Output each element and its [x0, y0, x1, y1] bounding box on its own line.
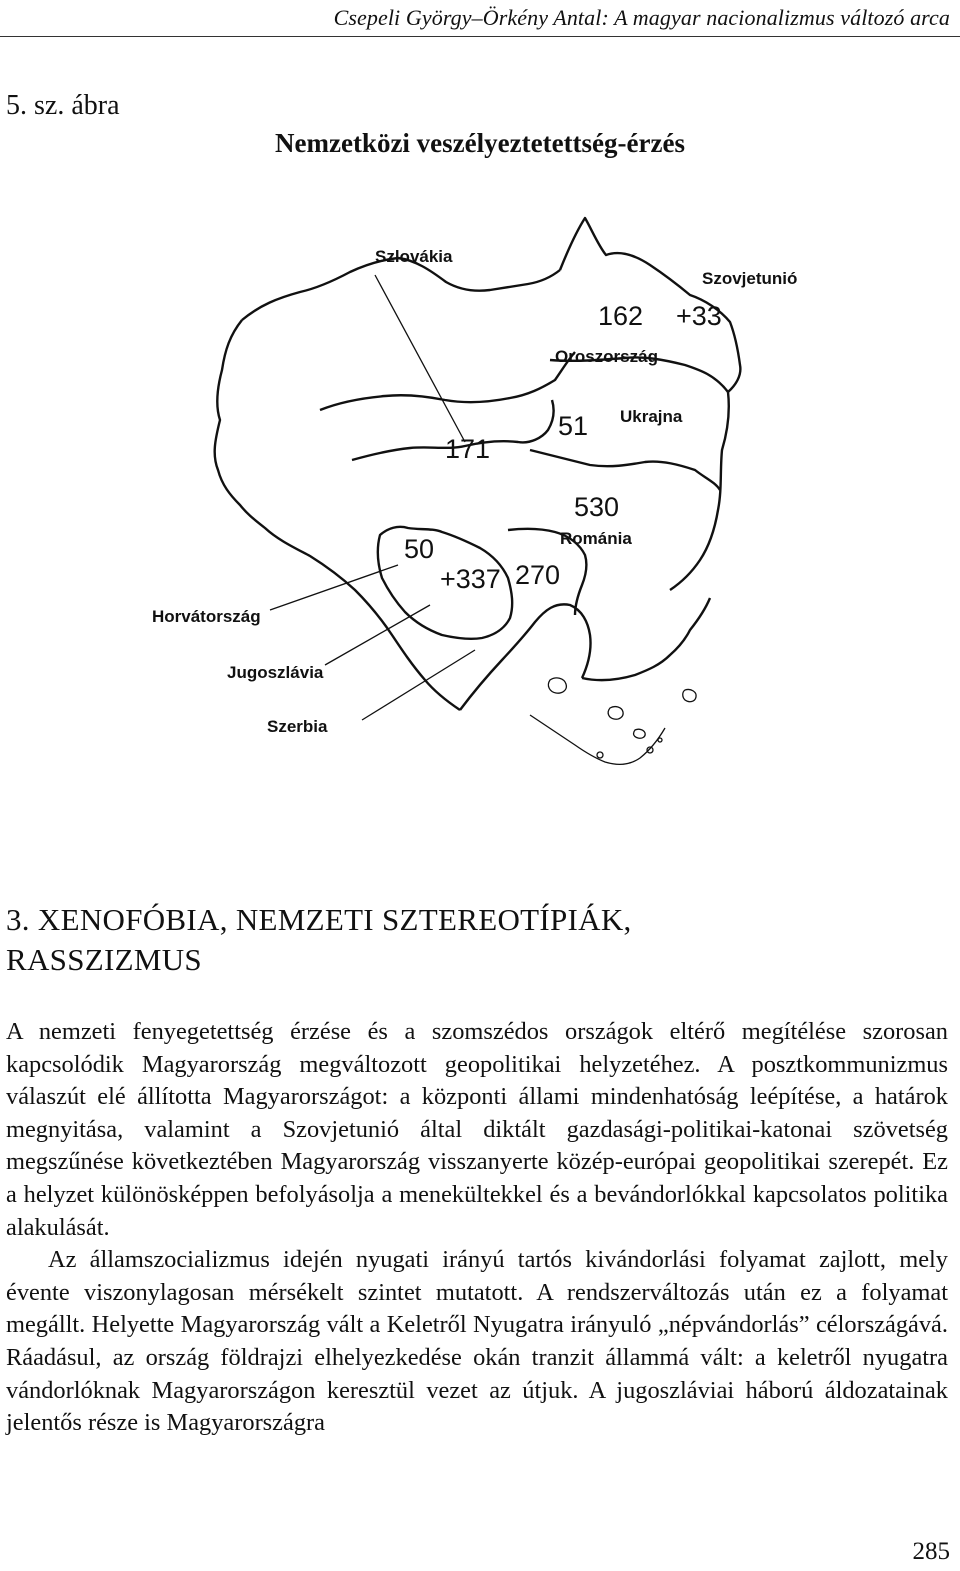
map-island-5	[658, 738, 662, 742]
map-label-romania: Románia	[560, 529, 632, 548]
map-value-soviet-union-change: +33	[676, 301, 722, 331]
map-value-romania: 530	[574, 492, 620, 522]
map-slovakia-north	[320, 352, 575, 410]
map-island-3	[634, 729, 646, 738]
map-ukraine-romania-border	[530, 450, 720, 490]
map-leader-slovakia	[375, 275, 465, 442]
map-label-ukraine: Ukrajna	[620, 407, 683, 426]
section-heading-line2: RASSZIZMUS	[6, 942, 202, 977]
map-value-soviet-union: 162	[598, 301, 644, 331]
map-yugoslavia-south	[460, 604, 591, 710]
map-label-yugoslavia: Jugoszlávia	[227, 663, 324, 682]
map-island-6	[597, 752, 603, 758]
paragraph-1: A nemzeti fenyegetettség érzése és a szomszédos országok eltérő megítélése szorosan kapcsolódik Magyarország megváltozott geopolitikai helyzetéhez. A posztkommunizmus válaszút elé állította Magyarországot: a központi állami mindenhatóság leépítése, a határok megnyitása, valamint a Szovjetunió által diktált gazdasági-politikai-katonai szövetség megszűnése következtében Magyarország visszanyerte közép-európai geopolitikai szerepét. Ez a helyzet különösképpen befolyásolja a menekültekkel és a bevándorlókkal kapcsolatos politika alakulását.	[6, 1018, 948, 1241]
map-label-slovakia: Szlovákia	[375, 247, 453, 266]
figure-title: Nemzetközi veszélyeztetettség-érzés	[275, 128, 685, 158]
map-western-outline	[215, 320, 460, 710]
section-heading	[6, 900, 632, 980]
map-value-croatia: 50	[404, 534, 435, 564]
map-label-croatia: Horvátország	[152, 607, 261, 626]
paragraph-2: Az államszocializmus idején nyugati irányú tartós kivándorlási folyamat zajlott, mely évente viszonylagosan mérsékelt szintet mutatott. A rendszerváltozás után ez a folyamat megállt. Helyette Magyarország vált a Keletről Nyugatra irányuló „népvándorlás” célországává. Ráadásul, az ország földrajzi elhelyezkedése okán tranzit állammá vált: a keletről nyugatra vándorlóknak Magyarországon keresztül vezet az útjuk. A jugoszláviai háború áldozatainak jelentős része is Magyarországra	[6, 1246, 948, 1437]
map-island-1	[548, 678, 566, 693]
running-header: Csepeli György–Örkény Antal: A magyar nacionalizmus változó arca	[333, 5, 950, 30]
map-label-soviet-union: Szovjetunió	[702, 269, 798, 288]
header-rule	[0, 36, 960, 37]
map-value-hungary-change: +337	[440, 564, 501, 594]
map-value-serbia: 270	[515, 560, 561, 590]
map-value-slovakia: 171	[445, 434, 491, 464]
map-balkans-south	[582, 598, 710, 680]
map-value-ukraine: 51	[558, 411, 589, 441]
page-number: 285	[912, 1538, 950, 1565]
map-figure	[130, 210, 830, 790]
map-label-serbia: Szerbia	[267, 717, 328, 736]
figure-label: 5. sz. ábra	[6, 90, 120, 121]
map-northern-outline	[242, 258, 560, 320]
map-label-russia: Oroszország	[555, 347, 658, 366]
map-island-2	[608, 707, 623, 720]
map-island-7	[683, 689, 696, 701]
body-text	[6, 1016, 948, 1440]
section-heading-line1: 3. XENOFÓBIA, NEMZETI SZTEREOTÍPIÁK,	[6, 902, 632, 937]
